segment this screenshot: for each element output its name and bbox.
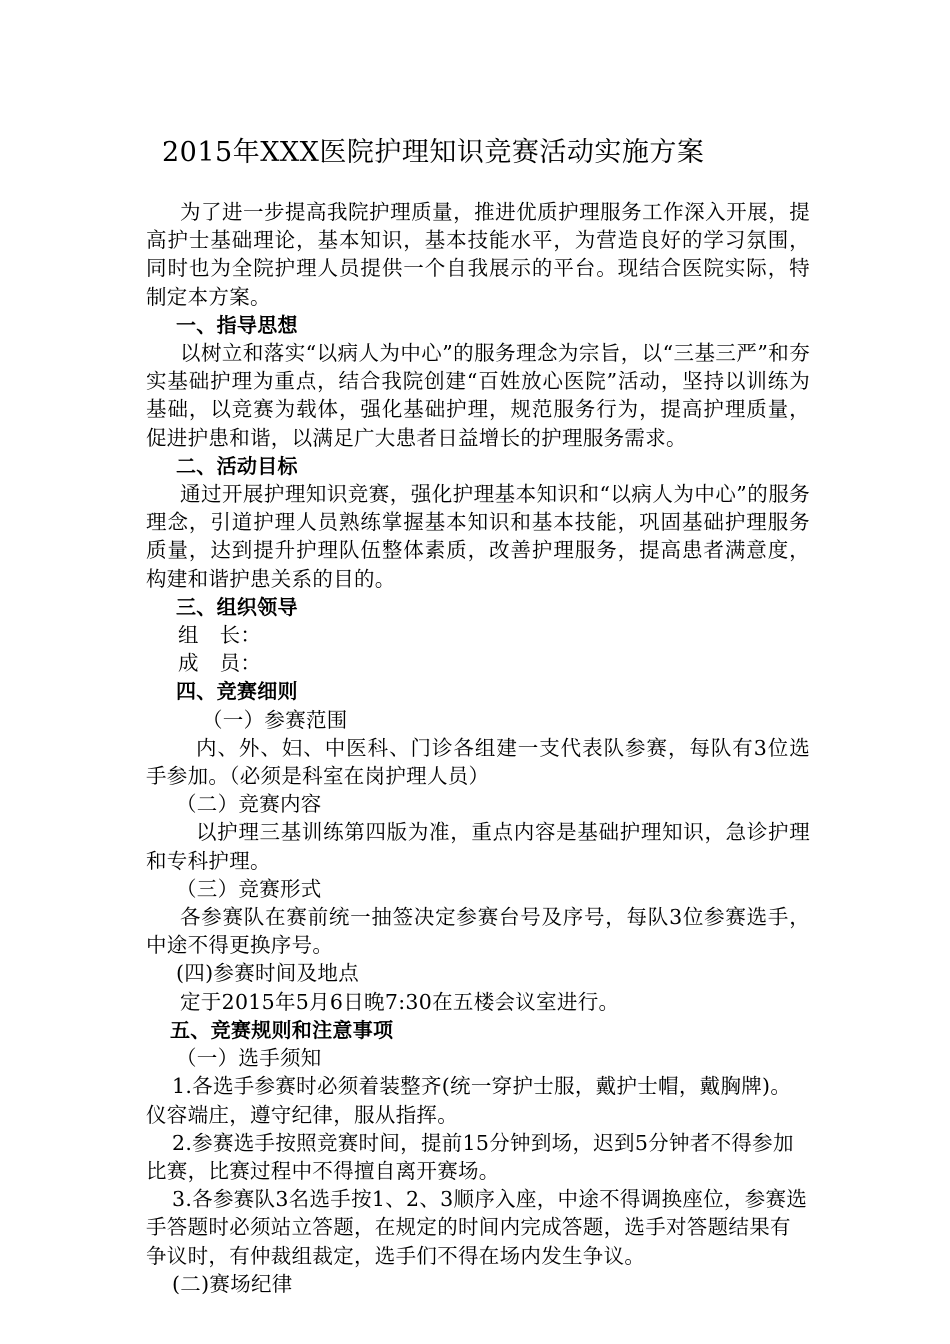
- section-3-heading: 三、组织领导: [176, 594, 298, 619]
- section-2-paragraph: 通过开展护理知识竞赛，强化护理基本知识和“以病人为中心”的服务理念，引道护理人员熟练掌握基本知识和基本技能，巩固基础护理服务质量，达到提升护理队伍整体素质，改善护理服务，提高患者满意度，构建和谐护患关系的目的。: [146, 482, 810, 591]
- subsection-5-2-heading: (二)赛场纪律: [172, 1271, 293, 1296]
- subsection-4-2-paragraph: 以护理三基训练第四版为准，重点内容是基础护理知识，急诊护理和专科护理。: [146, 820, 810, 873]
- subsection-4-1-heading: （一）参赛范围: [202, 707, 348, 732]
- subsection-5-1-heading: （一）选手须知: [176, 1046, 322, 1071]
- subsection-4-2-heading: （二）竞赛内容: [176, 792, 322, 817]
- section-5-heading: 五、竞赛规则和注意事项: [170, 1017, 394, 1042]
- section-4-heading: 四、竞赛细则: [176, 679, 298, 704]
- members-line: 成 员：: [178, 651, 262, 676]
- subsection-4-3-paragraph: 各参赛队在赛前统一抽签决定参赛台号及序号，每队3位参赛选手，中途不得更换序号。: [146, 905, 810, 958]
- subsection-4-4-heading: (四)参赛时间及地点: [176, 961, 359, 986]
- section-2-heading: 二、活动目标: [176, 453, 298, 478]
- section-1-heading: 一、指导思想: [176, 312, 298, 337]
- document-title: 2015年XXX医院护理知识竞赛活动实施方案: [162, 137, 705, 168]
- rule-item-2: 2.参赛选手按照竞赛时间，提前15分钟到场，迟到5分钟者不得参加比赛，比赛过程中不得擅自离开赛场。: [146, 1130, 794, 1183]
- section-1-paragraph: 以树立和落实“以病人为中心”的服务理念为宗旨，以“三基三严”和夯实基础护理为重点，结合我院创建“百姓放心医院”活动，坚持以训练为基础，以竞赛为载体，强化基础护理，规范服务行为，提高护理质量，促进护患和谐，以满足广大患者日益增长的护理服务需求。: [146, 341, 810, 450]
- rule-item-1: 1.各选手参赛时必须着装整齐(统一穿护士服，戴护士帽，戴胸牌)。仪容端庄，遵守纪律，服从指挥。: [146, 1074, 792, 1127]
- subsection-4-4-paragraph: 定于2015年5月6日晚7:30在五楼会议室进行。: [180, 989, 620, 1014]
- rule-item-3: 3.各参赛队3名选手按1、2、3顺序入座，中途不得调换座位，参赛选手答题时必须站立答题，在规定的时间内完成答题，选手对答题结果有争议时，有仲裁组裁定，选手们不得在场内发生争议。: [146, 1187, 808, 1268]
- leader-line: 组 长：: [178, 623, 262, 648]
- subsection-4-1-paragraph: 内、外、妇、中医科、门诊各组建一支代表队参赛，每队有3位选手参加。（必须是科室在岗护理人员）: [146, 735, 810, 789]
- subsection-4-3-heading: （三）竞赛形式: [176, 876, 322, 901]
- intro-paragraph: 为了进一步提高我院护理质量，推进优质护理服务工作深入开展，提高护士基础理论，基本知识，基本技能水平，为营造良好的学习氛围，同时也为全院护理人员提供一个自我展示的平台。现结合医院实际，特制定本方案。: [146, 200, 810, 309]
- document-body: [146, 198, 810, 1298]
